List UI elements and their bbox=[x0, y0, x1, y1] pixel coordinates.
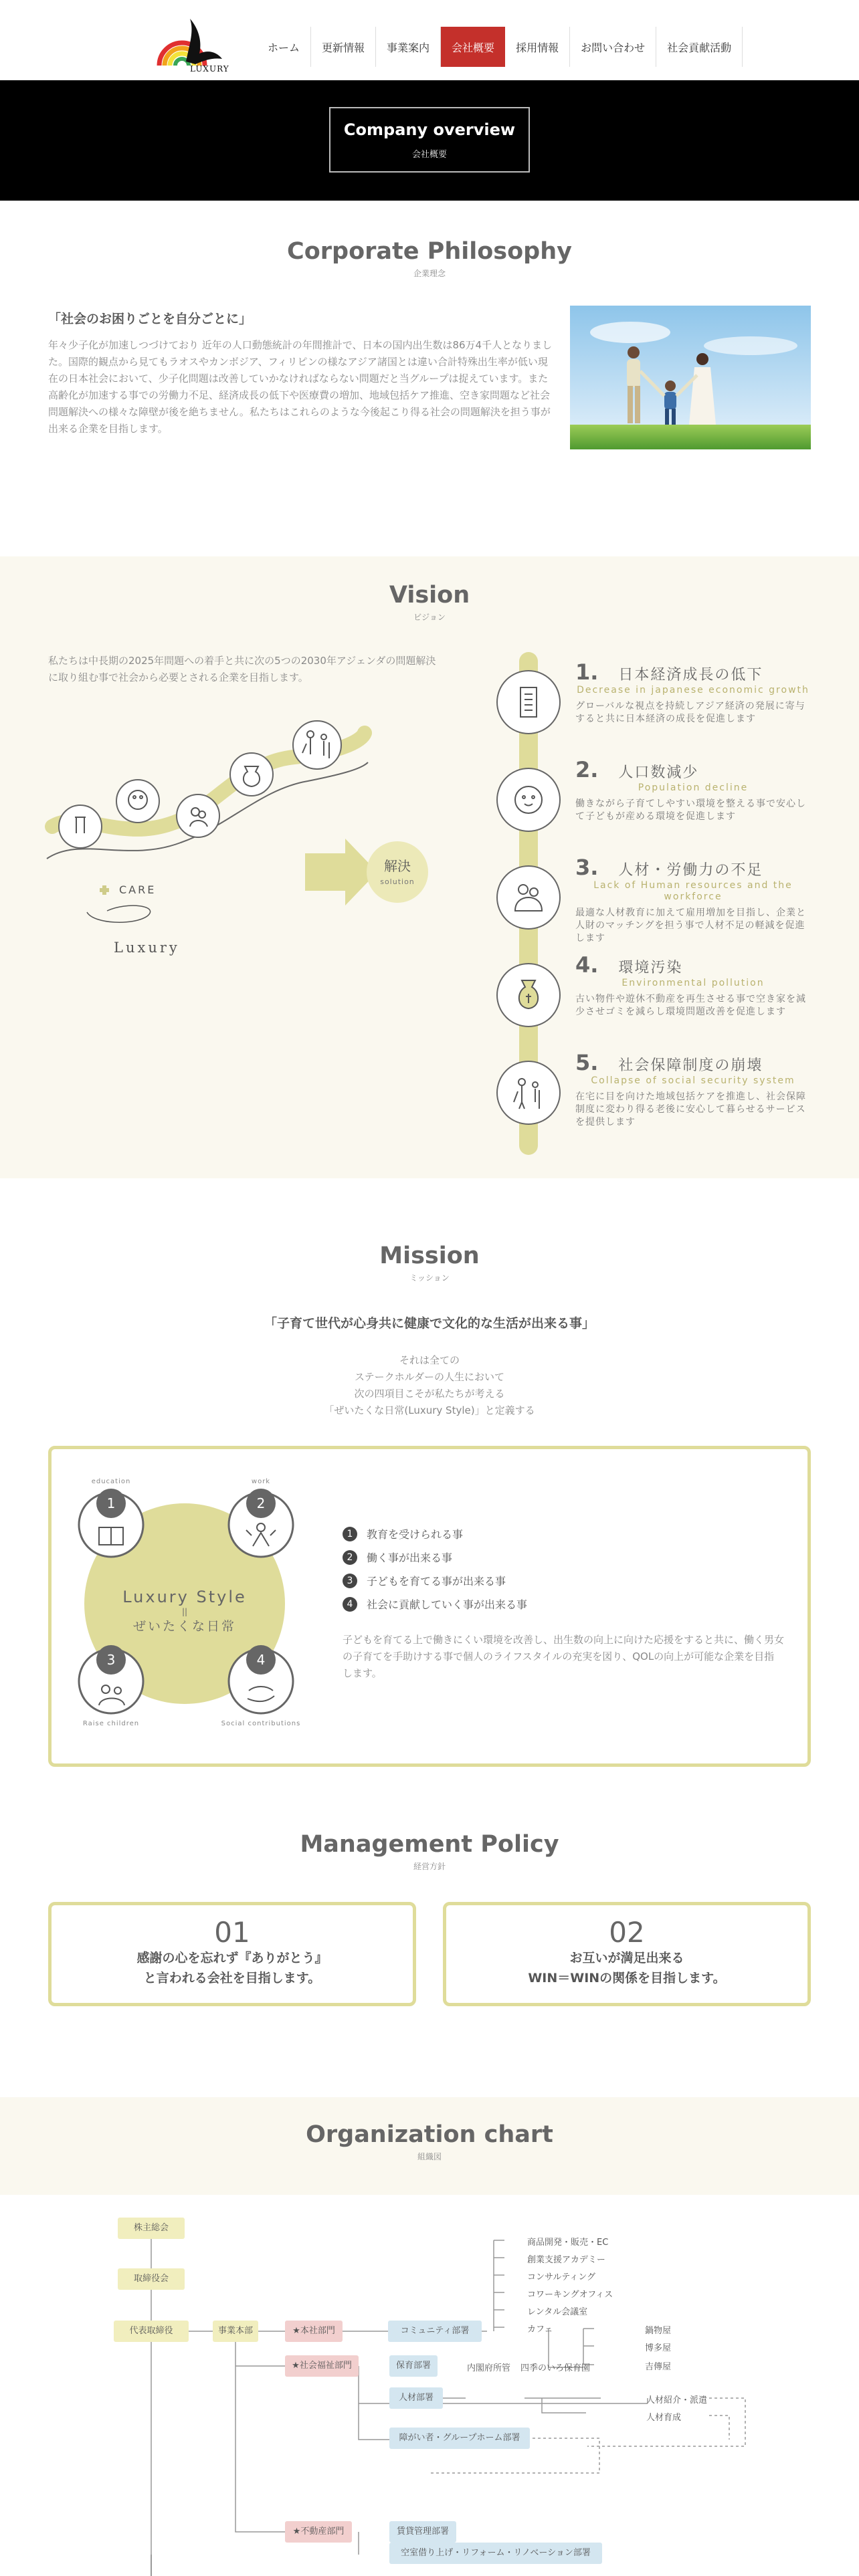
vision-title: Vision bbox=[389, 582, 470, 609]
philosophy-body: 年々少子化が加速しつづけており 近年の人口動態統計の年間推計で、日本の国内出生数は86万4千人となりました。国際的観点から見てもラオスやカンボジア、フィリピンの様なアジア諸国とは違い合計特殊出生率が低い現在の日本社会において、少子化問題は改善していかなければならない問題だと当グループは捉えています。また高齢化が加速する事での労働力不足、経済成長の低下や医療費の増加、地域包括ケア推進、空き家問題など社会問題解決への様々な障壁が後を絶ちません。私たちはこれらのような今後起こり得る社会の問題解決を担う事が出来る企業を目指します。 bbox=[48, 339, 553, 435]
org-connectors bbox=[0, 2195, 859, 2576]
family-photo bbox=[570, 306, 811, 449]
solution-en: solution bbox=[380, 877, 415, 886]
mission-line: ステークホルダーの人生において bbox=[354, 1371, 505, 1383]
mission-line: 次の四項目こそが私たちが考える bbox=[354, 1388, 505, 1400]
philosophy-title: Corporate Philosophy bbox=[287, 238, 572, 265]
org-node-propmgmt: 賃貸管理部署 bbox=[389, 2521, 456, 2543]
vision-item-4 bbox=[575, 952, 811, 1018]
vision-desc: 働きながら子育てしやすい環境を整える事で安心して子どもが産める環境を促進します bbox=[575, 798, 806, 822]
diagram-equals: || bbox=[181, 1607, 188, 1616]
mission-list-item bbox=[343, 1526, 527, 1541]
mission-list-text: 教育を受けられる事 bbox=[367, 1528, 464, 1541]
mission-lines bbox=[0, 1352, 859, 1419]
org-node-community: コミュニティ部署 bbox=[388, 2321, 482, 2342]
org-node-childcare: 保育部署 bbox=[389, 2355, 438, 2377]
policy-line: WIN＝WINの関係を目指します。 bbox=[528, 1971, 726, 1985]
cafe-item: 吉傳屋 bbox=[645, 2362, 672, 2372]
org-node-hq: 事業本部 bbox=[213, 2321, 258, 2342]
org-node-shareholders: 株主総会 bbox=[118, 2218, 185, 2239]
luxury-style-diagram bbox=[67, 1463, 321, 1744]
policy-num: 02 bbox=[609, 1916, 645, 1949]
community-item: レンタル会議室 bbox=[527, 2307, 588, 2317]
vision-num: 5. bbox=[575, 1050, 599, 1075]
philosophy-heading: 「社会のお困りごとを自分ごとに」 bbox=[48, 312, 252, 326]
policy-num: 01 bbox=[214, 1916, 250, 1949]
hero-title-box bbox=[329, 107, 530, 173]
org-title: Organization chart bbox=[306, 2121, 553, 2148]
vision-en: Lack of Human resources and the workforce bbox=[593, 880, 793, 902]
policy-card-2 bbox=[443, 1902, 811, 2006]
childcare-item: 内閣府所管 bbox=[467, 2363, 511, 2373]
vision-intro: 私たちは中長期の2025年問題への着手と共に次の5つの2030年アジェンダの問題解決に取り組む事で社会から必要とされる企業を目指します。 bbox=[48, 655, 436, 683]
cafe-item: 博多屋 bbox=[645, 2343, 672, 2353]
circle-label: Social contributions bbox=[221, 1720, 301, 1727]
circle-num: 2 bbox=[256, 1495, 266, 1511]
vision-desc: 最適な人材教育に加えて雇用増加を目指し、企業と人財のマッチングを担う事で人材不足の軽減を促進します bbox=[575, 907, 806, 944]
mission-list-item bbox=[343, 1573, 527, 1588]
vision-num: 4. bbox=[575, 952, 599, 978]
policy-card-1 bbox=[48, 1902, 416, 2006]
vision-desc: 在宅に目を向けた地域包括ケアを推進し、社会保障制度に変わり得る老後に安心して暮らせるサービスを提供します bbox=[575, 1091, 806, 1128]
vision-item-2 bbox=[575, 757, 811, 823]
vision-desc: 古い物件や遊休不動産を再生させる事で空き家を減少させゴミを減らし環境問題改善を促進します bbox=[575, 994, 806, 1017]
vision-subtitle: ビジョン bbox=[413, 613, 446, 622]
nav-home[interactable]: ホーム bbox=[257, 27, 311, 67]
vision-item-1 bbox=[575, 659, 811, 726]
childcare-item: 四季のいろ保育園 bbox=[520, 2363, 591, 2373]
circle-num: 4 bbox=[256, 1652, 266, 1668]
care-label: CARE bbox=[119, 883, 157, 896]
mission-list-num: 1 bbox=[343, 1527, 357, 1541]
site-header bbox=[0, 0, 859, 80]
vision-en: Population decline bbox=[638, 782, 749, 793]
mission-list bbox=[343, 1526, 527, 1620]
vision-en: Collapse of social security system bbox=[591, 1075, 795, 1086]
org-chart bbox=[0, 2195, 859, 2576]
circle-label: Raise children bbox=[82, 1720, 140, 1727]
nav-company-overview[interactable]: 会社概要 bbox=[441, 27, 505, 67]
hr-item: 人材育成 bbox=[646, 2413, 682, 2423]
org-node-welfare: ★社会福祉部門 bbox=[285, 2355, 359, 2377]
nav-social-contribution[interactable]: 社会貢献活動 bbox=[656, 27, 743, 67]
community-item: コンサルティング bbox=[527, 2272, 596, 2282]
vision-jp: 環境汚染 bbox=[618, 960, 683, 976]
cafe-item: 鍋物屋 bbox=[645, 2326, 672, 2336]
vision-icon-2 bbox=[496, 768, 561, 832]
diagram-jp: ぜいたくな日常 bbox=[132, 1619, 237, 1634]
vision-item-5 bbox=[575, 1050, 811, 1129]
vision-icon-3 bbox=[496, 865, 561, 930]
vision-num: 1. bbox=[575, 659, 599, 685]
mission-list-item bbox=[343, 1549, 527, 1565]
circle-num: 1 bbox=[106, 1495, 116, 1511]
mission-list-num: 2 bbox=[343, 1550, 357, 1565]
org-node-hr: 人材部署 bbox=[389, 2387, 443, 2409]
nav-recruit[interactable]: 採用情報 bbox=[505, 27, 570, 67]
vision-icon-4 bbox=[496, 963, 561, 1027]
mission-line: それは全ての bbox=[399, 1354, 460, 1366]
community-item: カフェ bbox=[527, 2325, 553, 2335]
org-node-renovation: 空室借り上げ・リフォーム・リノベーション部署 bbox=[389, 2543, 602, 2564]
policy-line: お互いが満足出来る bbox=[569, 1951, 684, 1965]
org-ceo-line-tail bbox=[151, 2555, 152, 2576]
mission-list-num: 4 bbox=[343, 1597, 357, 1612]
vision-num: 3. bbox=[575, 855, 599, 880]
brand-script: Luxury bbox=[114, 940, 180, 956]
mission-quote: 「子育て世代が心身共に健康で文化的な生活が出来る事」 bbox=[264, 1316, 595, 1331]
org-node-disability: 障がい者・グループホーム部署 bbox=[389, 2428, 530, 2449]
vision-desc: グローバルな視点を持続しアジア経済の発展に寄与すると共に日本経済の成長を促進します bbox=[575, 701, 805, 724]
vision-jp: 社会保障制度の崩壊 bbox=[618, 1057, 763, 1074]
nav-updates[interactable]: 更新情報 bbox=[311, 27, 376, 67]
hero-subtitle: 会社概要 bbox=[411, 150, 447, 160]
circle-label: work bbox=[251, 1478, 271, 1485]
vision-jp: 人材・労働力の不足 bbox=[618, 862, 763, 879]
logo-text: LUXURY bbox=[190, 64, 229, 74]
community-item: コワーキングオフィス bbox=[527, 2290, 613, 2300]
mission-list-item bbox=[343, 1596, 527, 1612]
mission-desc: 子どもを育てる上で働きにくい環境を改善し、出生数の向上に向けた応援をすると共に、働く男女の子育てを手助けする事で個人のライフスタイルの充実を図り、QOLの向上が可能な企業を目指します。 bbox=[343, 1634, 785, 1679]
vision-num: 2. bbox=[575, 757, 599, 782]
mission-subtitle: ミッション bbox=[409, 1273, 450, 1283]
org-subtitle: 組織図 bbox=[417, 2152, 442, 2161]
diagram-title: Luxury Style bbox=[122, 1588, 247, 1606]
vision-en: Decrease in japanese economic growth bbox=[577, 685, 809, 695]
community-item: 商品開発・販売・EC bbox=[527, 2238, 609, 2248]
mission-list-text: 社会に貢献していく事が出来る事 bbox=[367, 1598, 528, 1611]
policy-title: Management Policy bbox=[300, 1831, 559, 1858]
org-node-realestate: ★不動産部門 bbox=[285, 2521, 352, 2543]
vision-life-diagram bbox=[40, 695, 455, 976]
circle-num: 3 bbox=[106, 1652, 116, 1668]
vision-jp: 日本経済成長の低下 bbox=[618, 667, 763, 683]
mission-line: 「ぜいたくな日常(Luxury Style)」と定義する bbox=[324, 1404, 535, 1416]
hero-banner bbox=[0, 80, 859, 201]
philosophy-subtitle: 企業理念 bbox=[413, 269, 446, 278]
vision-icon-5 bbox=[496, 1061, 561, 1125]
nav-contact[interactable]: お問い合わせ bbox=[570, 27, 656, 67]
policy-subtitle: 経営方針 bbox=[413, 1862, 446, 1871]
org-node-ceo: 代表取締役 bbox=[114, 2321, 189, 2342]
hero-title: Company overview bbox=[343, 120, 516, 139]
main-nav bbox=[257, 27, 743, 67]
vision-icon-1 bbox=[496, 670, 561, 734]
policy-line: と言われる会社を目指します。 bbox=[143, 1971, 321, 1985]
circle-label: education bbox=[91, 1478, 131, 1485]
vision-en: Environmental pollution bbox=[622, 978, 765, 988]
org-node-honsha: ★本社部門 bbox=[285, 2321, 343, 2342]
policy-line: 感謝の心を忘れず『ありがとう』 bbox=[136, 1951, 328, 1965]
solution-jp: 解決 bbox=[384, 858, 411, 874]
vision-jp: 人口数減少 bbox=[618, 764, 699, 781]
mission-list-text: 子どもを育てる事が出来る事 bbox=[367, 1575, 506, 1588]
mission-title: Mission bbox=[379, 1243, 480, 1269]
mission-list-text: 働く事が出来る事 bbox=[367, 1551, 453, 1564]
nav-business[interactable]: 事業案内 bbox=[376, 27, 441, 67]
mission-list-num: 3 bbox=[343, 1574, 357, 1588]
vision-item-3 bbox=[575, 855, 811, 945]
org-node-board: 取締役会 bbox=[118, 2268, 185, 2290]
community-item: 創業支援アカデミー bbox=[527, 2255, 605, 2265]
hr-item: 人材紹介・派遣 bbox=[646, 2395, 708, 2405]
